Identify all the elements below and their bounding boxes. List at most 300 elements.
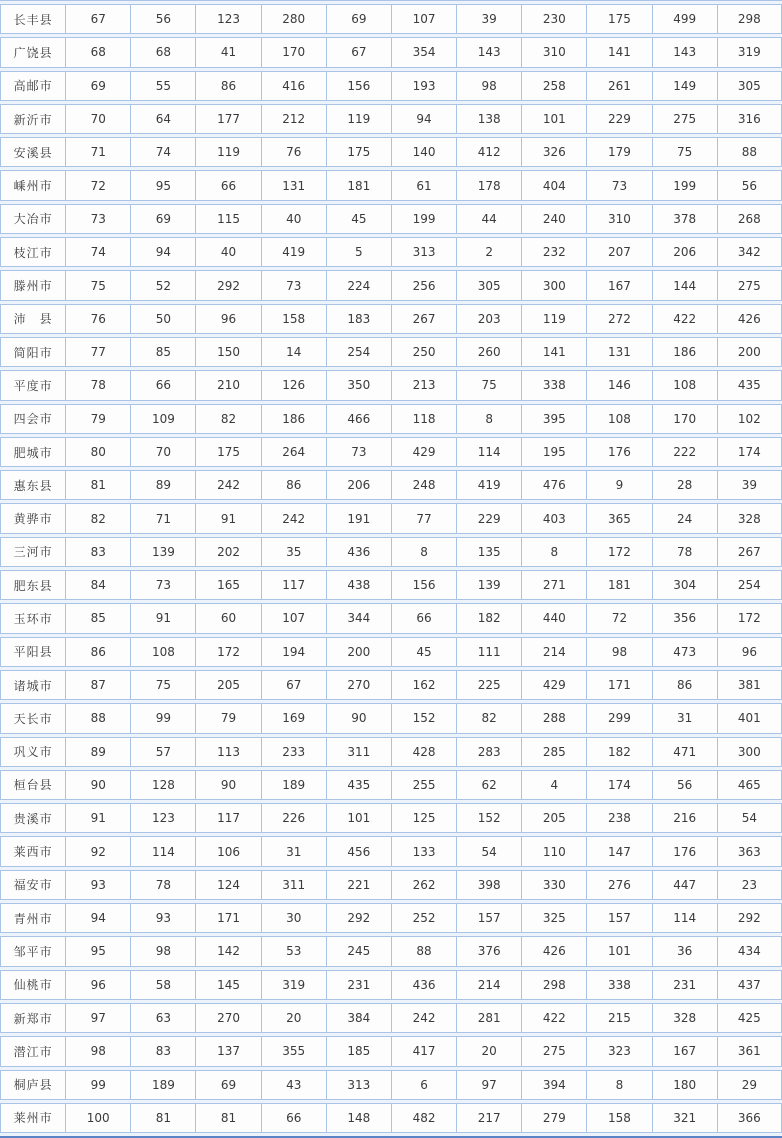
value-cell: 174 xyxy=(586,770,651,800)
value-cell: 68 xyxy=(130,37,195,67)
region-name-cell: 高邮市 xyxy=(0,71,65,101)
value-cell: 140 xyxy=(391,137,456,167)
value-cell: 215 xyxy=(586,1003,651,1033)
value-cell: 82 xyxy=(456,703,521,733)
table-row xyxy=(0,71,782,101)
value-cell: 471 xyxy=(652,737,717,767)
value-cell: 135 xyxy=(456,537,521,567)
value-cell: 252 xyxy=(391,903,456,933)
region-name-cell: 三河市 xyxy=(0,537,65,567)
value-cell: 138 xyxy=(456,104,521,134)
value-cell: 94 xyxy=(130,237,195,267)
value-cell: 40 xyxy=(195,237,260,267)
value-cell: 76 xyxy=(65,304,130,334)
value-cell: 205 xyxy=(195,670,260,700)
value-cell: 182 xyxy=(586,737,651,767)
value-cell: 96 xyxy=(717,637,782,667)
value-cell: 355 xyxy=(261,1036,326,1066)
value-cell: 63 xyxy=(130,1003,195,1033)
value-cell: 94 xyxy=(391,104,456,134)
value-cell: 72 xyxy=(586,603,651,633)
table-row xyxy=(0,437,782,467)
value-cell: 207 xyxy=(586,237,651,267)
value-cell: 221 xyxy=(326,870,391,900)
value-cell: 170 xyxy=(652,404,717,434)
value-cell: 225 xyxy=(456,670,521,700)
value-cell: 299 xyxy=(586,703,651,733)
region-name-cell: 黄骅市 xyxy=(0,503,65,533)
value-cell: 231 xyxy=(652,970,717,1000)
value-cell: 86 xyxy=(65,637,130,667)
region-name-cell: 惠东县 xyxy=(0,470,65,500)
value-cell: 69 xyxy=(65,71,130,101)
value-cell: 157 xyxy=(456,903,521,933)
value-cell: 97 xyxy=(65,1003,130,1033)
value-cell: 142 xyxy=(195,936,260,966)
value-cell: 123 xyxy=(130,803,195,833)
value-cell: 311 xyxy=(326,737,391,767)
table-body xyxy=(0,4,782,1133)
value-cell: 147 xyxy=(586,836,651,866)
value-cell: 54 xyxy=(717,803,782,833)
value-cell: 182 xyxy=(456,603,521,633)
value-cell: 262 xyxy=(391,870,456,900)
value-cell: 100 xyxy=(65,1103,130,1133)
value-cell: 88 xyxy=(65,703,130,733)
value-cell: 64 xyxy=(130,104,195,134)
region-name-cell: 四会市 xyxy=(0,404,65,434)
value-cell: 200 xyxy=(717,337,782,367)
value-cell: 167 xyxy=(586,270,651,300)
value-cell: 54 xyxy=(456,836,521,866)
value-cell: 50 xyxy=(130,304,195,334)
value-cell: 5 xyxy=(326,237,391,267)
value-cell: 456 xyxy=(326,836,391,866)
value-cell: 126 xyxy=(261,370,326,400)
value-cell: 45 xyxy=(326,204,391,234)
region-name-cell: 新沂市 xyxy=(0,104,65,134)
value-cell: 434 xyxy=(717,936,782,966)
value-cell: 73 xyxy=(326,437,391,467)
region-name-cell: 安溪县 xyxy=(0,137,65,167)
value-cell: 267 xyxy=(717,537,782,567)
value-cell: 238 xyxy=(586,803,651,833)
value-cell: 84 xyxy=(65,570,130,600)
value-cell: 81 xyxy=(130,1103,195,1133)
value-cell: 176 xyxy=(586,437,651,467)
value-cell: 202 xyxy=(195,537,260,567)
value-cell: 194 xyxy=(261,637,326,667)
value-cell: 58 xyxy=(130,970,195,1000)
value-cell: 422 xyxy=(652,304,717,334)
value-cell: 89 xyxy=(65,737,130,767)
value-cell: 80 xyxy=(65,437,130,467)
value-cell: 78 xyxy=(652,537,717,567)
table-row xyxy=(0,1070,782,1100)
value-cell: 6 xyxy=(391,1070,456,1100)
value-cell: 254 xyxy=(717,570,782,600)
value-cell: 76 xyxy=(261,137,326,167)
value-cell: 177 xyxy=(195,104,260,134)
value-cell: 226 xyxy=(261,803,326,833)
value-cell: 131 xyxy=(261,170,326,200)
value-cell: 30 xyxy=(261,903,326,933)
region-name-cell: 广饶县 xyxy=(0,37,65,67)
value-cell: 8 xyxy=(391,537,456,567)
value-cell: 144 xyxy=(652,270,717,300)
value-cell: 342 xyxy=(717,237,782,267)
value-cell: 171 xyxy=(586,670,651,700)
value-cell: 429 xyxy=(521,670,586,700)
value-cell: 181 xyxy=(586,570,651,600)
value-cell: 90 xyxy=(326,703,391,733)
table-row xyxy=(0,703,782,733)
table-row xyxy=(0,37,782,67)
region-name-cell: 肥东县 xyxy=(0,570,65,600)
value-cell: 82 xyxy=(65,503,130,533)
value-cell: 137 xyxy=(195,1036,260,1066)
value-cell: 292 xyxy=(326,903,391,933)
value-cell: 222 xyxy=(652,437,717,467)
value-cell: 256 xyxy=(391,270,456,300)
value-cell: 70 xyxy=(65,104,130,134)
region-name-cell: 嵊州市 xyxy=(0,170,65,200)
value-cell: 96 xyxy=(65,970,130,1000)
value-cell: 83 xyxy=(130,1036,195,1066)
value-cell: 203 xyxy=(456,304,521,334)
value-cell: 106 xyxy=(195,836,260,866)
value-cell: 20 xyxy=(456,1036,521,1066)
value-cell: 31 xyxy=(261,836,326,866)
region-name-cell: 桓台县 xyxy=(0,770,65,800)
value-cell: 180 xyxy=(652,1070,717,1100)
value-cell: 398 xyxy=(456,870,521,900)
value-cell: 283 xyxy=(456,737,521,767)
value-cell: 56 xyxy=(717,170,782,200)
value-cell: 176 xyxy=(652,836,717,866)
value-cell: 440 xyxy=(521,603,586,633)
table-row xyxy=(0,237,782,267)
value-cell: 172 xyxy=(195,637,260,667)
value-cell: 288 xyxy=(521,703,586,733)
value-cell: 29 xyxy=(717,1070,782,1100)
value-cell: 260 xyxy=(456,337,521,367)
value-cell: 131 xyxy=(586,337,651,367)
table-row xyxy=(0,204,782,234)
value-cell: 310 xyxy=(586,204,651,234)
value-cell: 298 xyxy=(521,970,586,1000)
value-cell: 231 xyxy=(326,970,391,1000)
value-cell: 36 xyxy=(652,936,717,966)
value-cell: 429 xyxy=(391,437,456,467)
value-cell: 181 xyxy=(326,170,391,200)
table-row xyxy=(0,903,782,933)
value-cell: 75 xyxy=(652,137,717,167)
value-cell: 311 xyxy=(261,870,326,900)
value-cell: 175 xyxy=(326,137,391,167)
value-cell: 436 xyxy=(326,537,391,567)
value-cell: 183 xyxy=(326,304,391,334)
value-cell: 73 xyxy=(586,170,651,200)
value-cell: 75 xyxy=(130,670,195,700)
region-name-cell: 平度市 xyxy=(0,370,65,400)
region-name-cell: 仙桃市 xyxy=(0,970,65,1000)
value-cell: 124 xyxy=(195,870,260,900)
region-name-cell: 桐庐县 xyxy=(0,1070,65,1100)
region-name-cell: 滕州市 xyxy=(0,270,65,300)
value-cell: 328 xyxy=(652,1003,717,1033)
value-cell: 417 xyxy=(391,1036,456,1066)
value-cell: 224 xyxy=(326,270,391,300)
value-cell: 78 xyxy=(130,870,195,900)
value-cell: 71 xyxy=(65,137,130,167)
table-row xyxy=(0,670,782,700)
value-cell: 476 xyxy=(521,470,586,500)
value-cell: 8 xyxy=(586,1070,651,1100)
value-cell: 426 xyxy=(717,304,782,334)
value-cell: 403 xyxy=(521,503,586,533)
region-name-cell: 青州市 xyxy=(0,903,65,933)
value-cell: 316 xyxy=(717,104,782,134)
value-cell: 356 xyxy=(652,603,717,633)
value-cell: 9 xyxy=(586,470,651,500)
table-row xyxy=(0,170,782,200)
value-cell: 268 xyxy=(717,204,782,234)
value-cell: 229 xyxy=(586,104,651,134)
value-cell: 354 xyxy=(391,37,456,67)
value-cell: 67 xyxy=(65,4,130,34)
value-cell: 344 xyxy=(326,603,391,633)
value-cell: 436 xyxy=(391,970,456,1000)
region-name-cell: 肥城市 xyxy=(0,437,65,467)
value-cell: 162 xyxy=(391,670,456,700)
value-cell: 300 xyxy=(717,737,782,767)
value-cell: 67 xyxy=(261,670,326,700)
value-cell: 69 xyxy=(195,1070,260,1100)
value-cell: 255 xyxy=(391,770,456,800)
value-cell: 482 xyxy=(391,1103,456,1133)
value-cell: 98 xyxy=(130,936,195,966)
value-cell: 39 xyxy=(456,4,521,34)
table-row xyxy=(0,270,782,300)
value-cell: 174 xyxy=(717,437,782,467)
value-cell: 88 xyxy=(717,137,782,167)
table-row xyxy=(0,4,782,34)
value-cell: 158 xyxy=(261,304,326,334)
value-cell: 143 xyxy=(652,37,717,67)
value-cell: 145 xyxy=(195,970,260,1000)
value-cell: 258 xyxy=(521,71,586,101)
value-cell: 404 xyxy=(521,170,586,200)
value-cell: 77 xyxy=(391,503,456,533)
value-cell: 170 xyxy=(261,37,326,67)
value-cell: 62 xyxy=(456,770,521,800)
value-cell: 83 xyxy=(65,537,130,567)
value-cell: 419 xyxy=(261,237,326,267)
value-cell: 101 xyxy=(521,104,586,134)
value-cell: 66 xyxy=(261,1103,326,1133)
value-cell: 108 xyxy=(130,637,195,667)
value-cell: 114 xyxy=(652,903,717,933)
value-cell: 326 xyxy=(521,137,586,167)
table-row xyxy=(0,537,782,567)
value-cell: 395 xyxy=(521,404,586,434)
value-cell: 109 xyxy=(130,404,195,434)
value-cell: 245 xyxy=(326,936,391,966)
value-cell: 242 xyxy=(261,503,326,533)
value-cell: 381 xyxy=(717,670,782,700)
value-cell: 98 xyxy=(586,637,651,667)
value-cell: 23 xyxy=(717,870,782,900)
value-cell: 89 xyxy=(130,470,195,500)
table-row xyxy=(0,1103,782,1133)
value-cell: 242 xyxy=(195,470,260,500)
value-cell: 79 xyxy=(195,703,260,733)
value-cell: 77 xyxy=(65,337,130,367)
value-cell: 447 xyxy=(652,870,717,900)
value-cell: 422 xyxy=(521,1003,586,1033)
value-cell: 210 xyxy=(195,370,260,400)
value-cell: 292 xyxy=(717,903,782,933)
value-cell: 233 xyxy=(261,737,326,767)
value-cell: 285 xyxy=(521,737,586,767)
value-cell: 328 xyxy=(717,503,782,533)
value-cell: 157 xyxy=(586,903,651,933)
value-cell: 71 xyxy=(130,503,195,533)
region-name-cell: 玉环市 xyxy=(0,603,65,633)
value-cell: 193 xyxy=(391,71,456,101)
value-cell: 97 xyxy=(456,1070,521,1100)
value-cell: 82 xyxy=(195,404,260,434)
value-cell: 75 xyxy=(65,270,130,300)
value-cell: 73 xyxy=(261,270,326,300)
value-cell: 465 xyxy=(717,770,782,800)
value-cell: 90 xyxy=(65,770,130,800)
region-name-cell: 枝江市 xyxy=(0,237,65,267)
value-cell: 466 xyxy=(326,404,391,434)
value-cell: 185 xyxy=(326,1036,391,1066)
value-cell: 96 xyxy=(195,304,260,334)
value-cell: 101 xyxy=(326,803,391,833)
value-cell: 119 xyxy=(521,304,586,334)
value-cell: 87 xyxy=(65,670,130,700)
value-cell: 428 xyxy=(391,737,456,767)
region-name-cell: 莱州市 xyxy=(0,1103,65,1133)
region-name-cell: 长丰县 xyxy=(0,4,65,34)
value-cell: 206 xyxy=(326,470,391,500)
value-cell: 178 xyxy=(456,170,521,200)
value-cell: 107 xyxy=(391,4,456,34)
value-cell: 133 xyxy=(391,836,456,866)
value-cell: 40 xyxy=(261,204,326,234)
value-cell: 70 xyxy=(130,437,195,467)
region-name-cell: 潜江市 xyxy=(0,1036,65,1066)
value-cell: 425 xyxy=(717,1003,782,1033)
region-name-cell: 沛 县 xyxy=(0,304,65,334)
value-cell: 313 xyxy=(326,1070,391,1100)
value-cell: 229 xyxy=(456,503,521,533)
value-cell: 101 xyxy=(586,936,651,966)
value-cell: 232 xyxy=(521,237,586,267)
value-cell: 186 xyxy=(652,337,717,367)
value-cell: 242 xyxy=(391,1003,456,1033)
value-cell: 53 xyxy=(261,936,326,966)
value-cell: 363 xyxy=(717,836,782,866)
value-cell: 365 xyxy=(586,503,651,533)
value-cell: 378 xyxy=(652,204,717,234)
value-cell: 366 xyxy=(717,1103,782,1133)
value-cell: 74 xyxy=(130,137,195,167)
value-cell: 298 xyxy=(717,4,782,34)
value-cell: 8 xyxy=(456,404,521,434)
value-cell: 143 xyxy=(456,37,521,67)
value-cell: 165 xyxy=(195,570,260,600)
value-cell: 99 xyxy=(65,1070,130,1100)
value-cell: 149 xyxy=(652,71,717,101)
value-cell: 179 xyxy=(586,137,651,167)
value-cell: 279 xyxy=(521,1103,586,1133)
value-cell: 123 xyxy=(195,4,260,34)
value-cell: 217 xyxy=(456,1103,521,1133)
value-cell: 98 xyxy=(456,71,521,101)
value-cell: 74 xyxy=(65,237,130,267)
value-cell: 75 xyxy=(456,370,521,400)
value-cell: 86 xyxy=(261,470,326,500)
value-cell: 275 xyxy=(652,104,717,134)
value-cell: 361 xyxy=(717,1036,782,1066)
value-cell: 175 xyxy=(195,437,260,467)
value-cell: 73 xyxy=(130,570,195,600)
value-cell: 275 xyxy=(521,1036,586,1066)
value-cell: 91 xyxy=(130,603,195,633)
value-cell: 319 xyxy=(261,970,326,1000)
value-cell: 139 xyxy=(130,537,195,567)
value-cell: 419 xyxy=(456,470,521,500)
value-cell: 20 xyxy=(261,1003,326,1033)
value-cell: 28 xyxy=(652,470,717,500)
value-cell: 117 xyxy=(261,570,326,600)
value-cell: 199 xyxy=(391,204,456,234)
value-cell: 350 xyxy=(326,370,391,400)
value-cell: 248 xyxy=(391,470,456,500)
value-cell: 128 xyxy=(130,770,195,800)
value-cell: 261 xyxy=(586,71,651,101)
value-cell: 81 xyxy=(195,1103,260,1133)
value-cell: 73 xyxy=(65,204,130,234)
value-cell: 92 xyxy=(65,836,130,866)
value-cell: 55 xyxy=(130,71,195,101)
value-cell: 98 xyxy=(65,1036,130,1066)
value-cell: 110 xyxy=(521,836,586,866)
value-cell: 338 xyxy=(521,370,586,400)
table-row xyxy=(0,503,782,533)
value-cell: 214 xyxy=(521,637,586,667)
value-cell: 91 xyxy=(195,503,260,533)
value-cell: 172 xyxy=(586,537,651,567)
value-cell: 305 xyxy=(456,270,521,300)
value-cell: 325 xyxy=(521,903,586,933)
table-row xyxy=(0,936,782,966)
region-name-cell: 天长市 xyxy=(0,703,65,733)
value-cell: 267 xyxy=(391,304,456,334)
value-cell: 473 xyxy=(652,637,717,667)
value-cell: 108 xyxy=(652,370,717,400)
table-row xyxy=(0,570,782,600)
value-cell: 69 xyxy=(130,204,195,234)
table-row xyxy=(0,1003,782,1033)
value-cell: 114 xyxy=(456,437,521,467)
table-row xyxy=(0,836,782,866)
